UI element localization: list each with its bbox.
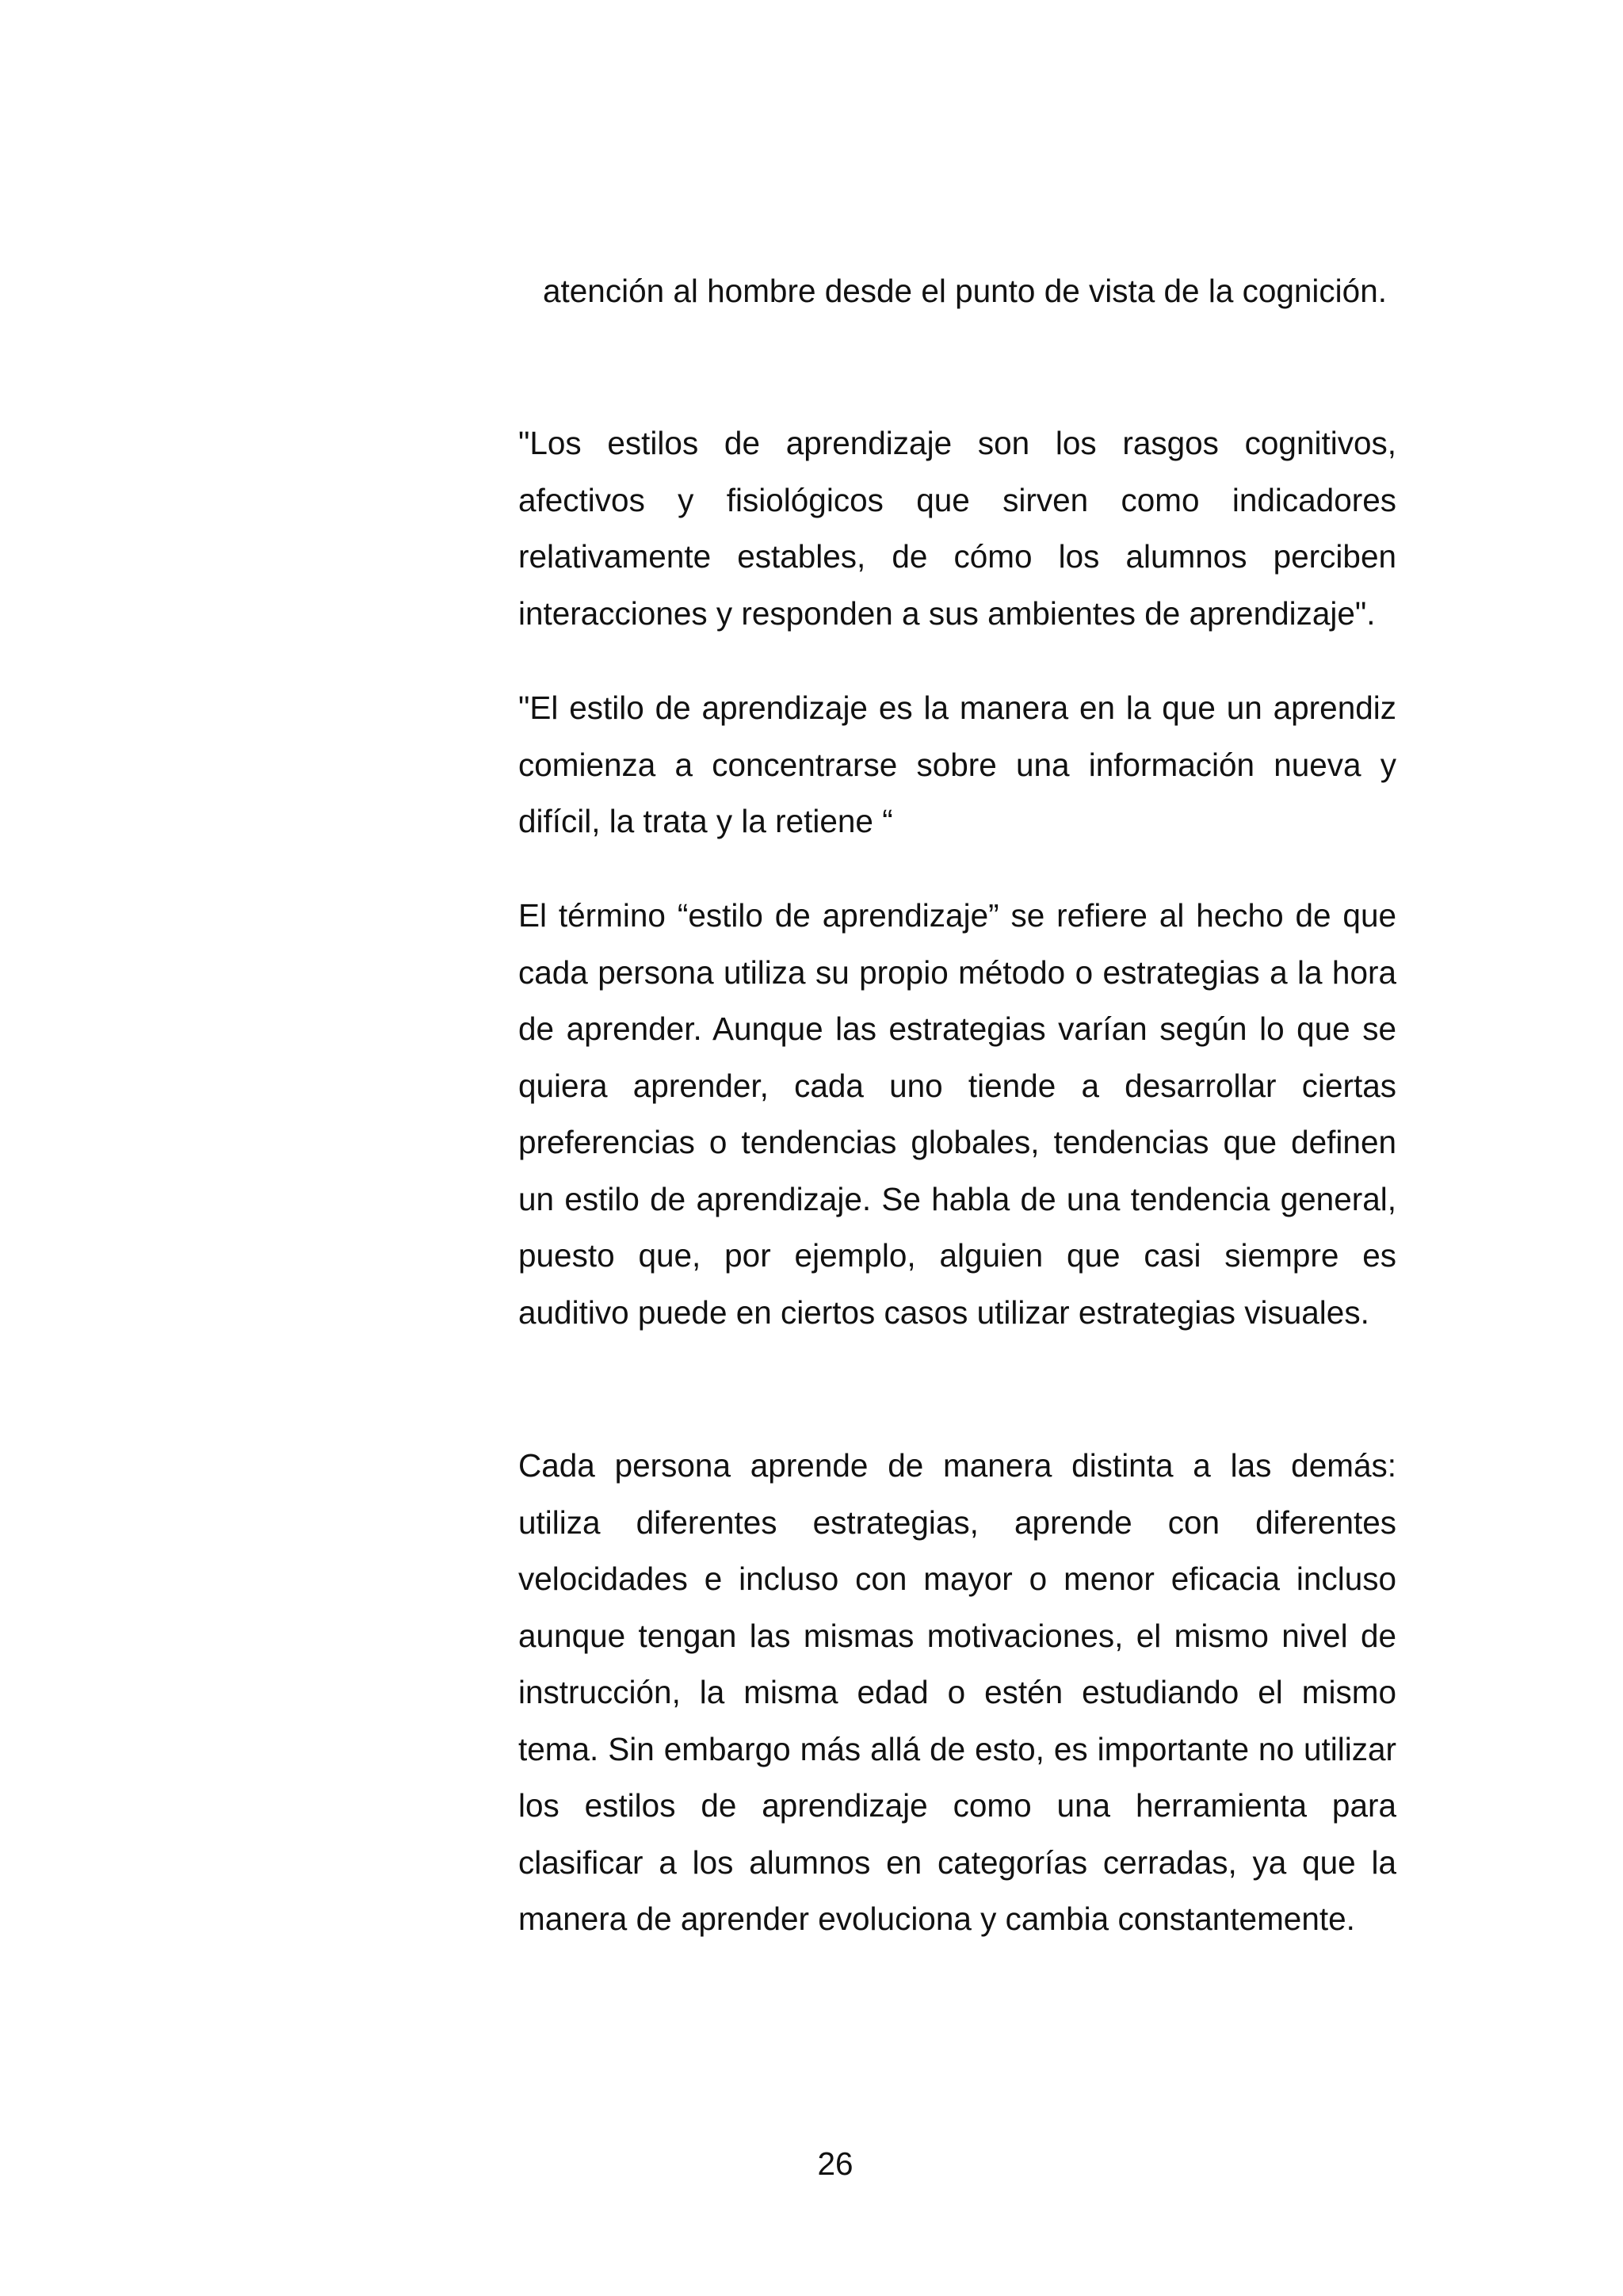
paragraph-each-person-learns: Cada persona aprende de manera distinta a las demás: utiliza diferentes estrategias, aprende con diferentes velocidades e incluso con mayor o menor eficacia incluso aunque tengan las mismas motivaciones, el mismo nivel de instrucción, la misma edad o estén estudiando el mismo tema. Sin embargo más allá de esto, es importante no utilizar los estilos de aprendizaje como una herramienta para clasificar a los alumnos en categorías cerradas, ya que la manera de aprender evoluciona y cambia constantemente. bbox=[518, 1447, 1396, 1937]
page-number: 26 bbox=[817, 2145, 854, 2182]
paragraph-continuation: atención al hombre desde el punto de vista de la cognición. bbox=[543, 273, 1387, 309]
paragraph-quote-learning-styles-definition: "Los estilos de aprendizaje son los rasgos cognitivos, afectivos y fisiológicos que sirven como indicadores relativamente estables, de cómo los alumnos perciben interacciones y responden a sus ambientes de aprendizaje". bbox=[518, 425, 1396, 632]
paragraph-term-learning-style: El término “estilo de aprendizaje” se refiere al hecho de que cada persona utiliza su propio método o estrategias a la hora de aprender. Aunque las estrategias varían según lo que se quiera aprender, cada uno tiende a desarrollar ciertas preferencias o tendencias globales, tendencias que definen un estilo de aprendizaje. Se habla de una tendencia general, puesto que, por ejemplo, alguien que casi siempre es auditivo puede en ciertos casos utilizar estrategias visuales. bbox=[518, 897, 1396, 1331]
paragraph-quote-learning-style-manner: "El estilo de aprendizaje es la manera en la que un aprendiz comienza a concentrarse sobre una información nueva y difícil, la trata y la retiene “ bbox=[518, 690, 1396, 839]
